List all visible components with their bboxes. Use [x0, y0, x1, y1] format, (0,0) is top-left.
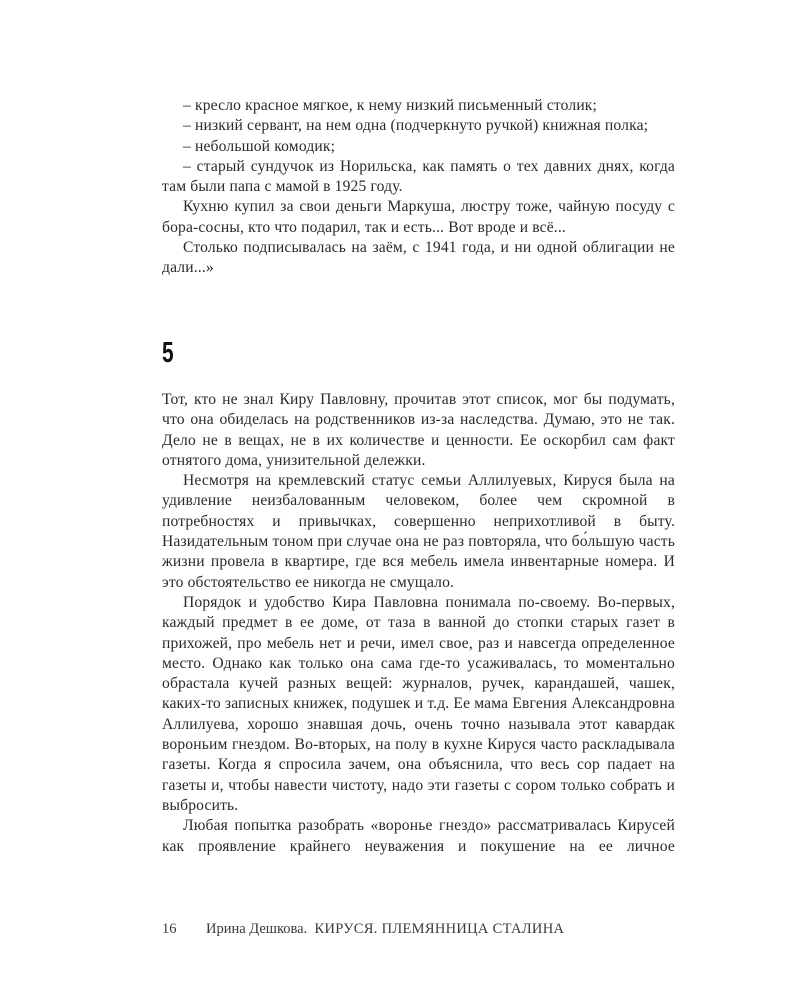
paragraph-1: Тот, кто не знал Киру Павловну, прочитав этот список, мог бы подумать, что она обиделась на родственников из-за наследства. Думаю, это не так. Дело не в вещах, не в их количестве и ценности. Ее оскорбил сам факт отнятого дома, унизительной дележки. [162, 391, 675, 469]
page-number: 16 [162, 921, 177, 937]
chapter-number: 5 [162, 337, 174, 369]
running-footer [162, 921, 564, 938]
list-item-dresser: – небольшой комодик; [183, 137, 336, 155]
paragraph-4: Любая попытка разобрать «воронье гнездо» рассматривалась Кирусей как проявление крайнего неуважения и покушение на ее личное [162, 817, 675, 855]
footer-book-title: КИРУСЯ. ПЛЕМЯННИЦА СТАЛИНА [314, 921, 565, 937]
page-text-top [162, 96, 675, 279]
footer-author: Ирина Дешкова. [206, 921, 308, 937]
list-item-armchair: – кресло красное мягкое, к нему низкий письменный столик; [183, 97, 598, 114]
paragraph-loan: Столько подписывалась на заём, с 1941 года, и ни одной облигации не дали...» [162, 239, 675, 277]
list-item-sideboard: – низкий сервант, на нем одна (подчеркнуто ручкой) книжная полка; [183, 117, 649, 135]
list-item-chest: – старый сундучок из Норильска, как память о тех давних днях, когда там были папа с мамой в 1925 году. [162, 157, 675, 196]
paragraph-3: Порядок и удобство Кира Павловна понимала по-своему. Во-первых, каждый предмет в ее доме, от таза в ванной до стопки старых газет в прихожей, про мебель нет и речи, имел свое, раз и навсегда определенное место. Однако как только она сама где-то усаживалась, то моментально обрастала кучей разных вещей: журналов, ручек, карандашей, чашек, каких-то записных книжек, подушек и т.д. Ее мама Евгения Александровна Аллилуева, хорошо знавшая дочь, очень точно называла этот кавардак вороньим гнездом. Во-вторых, на полу в кухне Кируся часто раскладывала газеты. Когда я спросила зачем, она объяснила, что весь сор падает на газеты и, чтобы навести чистоту, надо эти газеты с сором только собрать и выбросить. [162, 593, 675, 814]
paragraph-kitchen: Кухню купил за свои деньги Маркуша, люстру тоже, чайную посуду с бора-сосны, кто что подарил, так и есть... Вот вроде и всё... [162, 198, 675, 236]
page-text-chapter [162, 390, 675, 857]
paragraph-2: Несмотря на кремлевский статус семьи Аллилуевых, Кируся была на удивление неизбалованным человеком, более чем скромной в потребностях и привычках, совершенно неприхотливой в быту. Назидательным тоном при случае она не раз повторяла, что бо́льшую часть жизни провела в квартире, где вся мебель имела инвентарные номера. И это обстоятельство ее никогда не смущало. [162, 472, 675, 591]
